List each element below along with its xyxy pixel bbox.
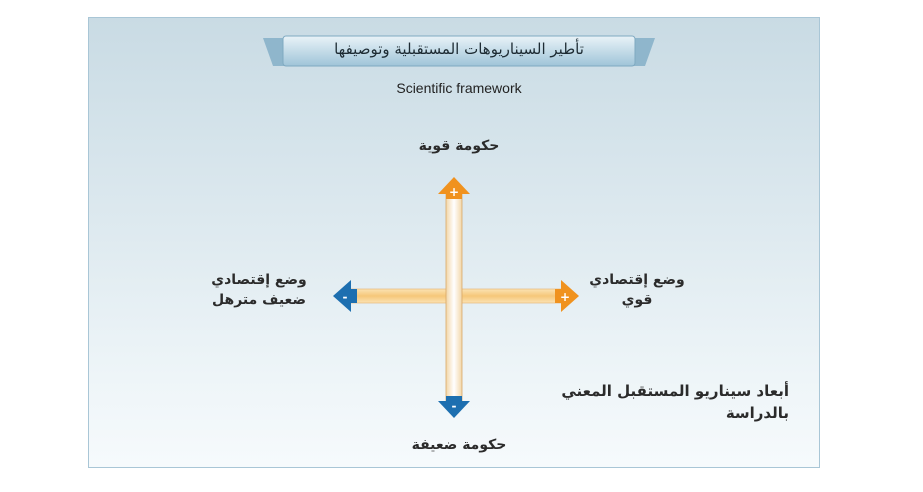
- axis-label-right-line2: قوي: [621, 292, 653, 308]
- minus-sign-bottom: -: [451, 399, 457, 413]
- axis-label-right-line1: وضع إقتصادي: [589, 272, 685, 288]
- dimensions-caption: [519, 380, 789, 424]
- dimensions-caption-line1: أبعاد سيناريو المستقبل المعني: [561, 382, 789, 400]
- left-arrow-minus: [333, 280, 357, 312]
- axis-label-left-line1: وضع إقتصادي: [211, 272, 307, 288]
- diagram-subtitle: Scientific framework: [396, 80, 522, 96]
- diagram-panel: [88, 17, 820, 468]
- axis-label-left: [189, 270, 329, 310]
- vertical-axis-bar: [446, 194, 462, 402]
- dimensions-caption-line2: بالدراسة: [725, 404, 789, 422]
- axis-label-right: [567, 270, 707, 310]
- axis-label-left-line2: ضعيف مترهل: [212, 292, 306, 308]
- top-arrow-plus: [438, 177, 470, 199]
- plus-sign-top: +: [448, 185, 460, 199]
- bottom-arrow-minus: [438, 396, 470, 418]
- axis-label-top: حكومة قوية: [418, 138, 500, 154]
- diagram-title: تأطير السيناريوهات المستقبلية وتوصيفها: [334, 40, 584, 58]
- axis-label-bottom: حكومة ضعيفة: [411, 437, 507, 453]
- plus-sign-right: +: [559, 290, 571, 304]
- minus-sign-left: -: [342, 290, 348, 304]
